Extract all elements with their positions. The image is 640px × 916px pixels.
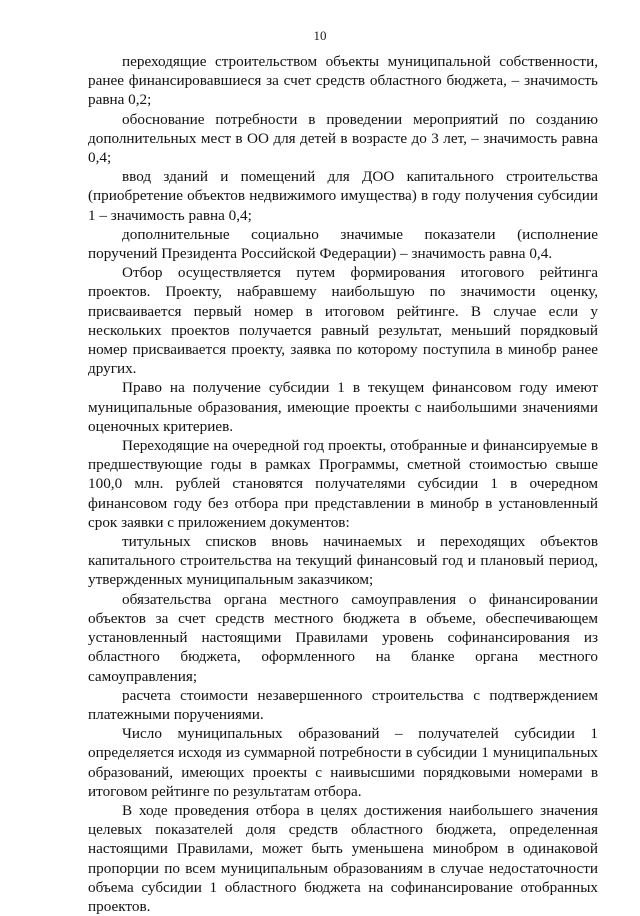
paragraph: обязательства органа местного самоуправления о финансировании объектов за счет средств местного бюджета в объеме, обеспечивающем установленный настоящими Правилами уровень софинансирования из областного бюджета, оформленного на бланке органа местного самоуправления; [88,590,598,685]
paragraph: расчета стоимости незавершенного строительства с подтверждением платежными поручениями. [88,686,598,723]
paragraph: Число муниципальных образований – получателей субсидии 1 определяется исходя из суммарной потребности в субсидии 1 муниципальных образований, имеющих проекты с наивысшими порядковыми номерами в итоговом рейтинге по результатам отбора. [88,725,598,800]
paragraph: переходящие строительством объекты муниципальной собственности, ранее финансировавшиеся за счет средств областного бюджета, – значимость равна 0,2; [88,53,598,109]
paragraph: В ходе проведения отбора в целях достижения наибольшего значения целевых показателей доля средств областного бюджета, определенная настоящими Правилами, может быть уменьшена минобром в одинаковой пропорции по всем муниципальным образованиям в случае недостаточности объема субсидии 1 областного бюджета на софинансирование отобранных проектов. [88,801,598,915]
paragraph: Переходящие на очередной год проекты, отобранные и финансируемые в предшествующие годы в рамках Программы, сметной стоимостью свыше 100,0 млн. рублей становятся получателями субсидии 1 в очередном финансовом году без отбора при представлении в минобр в установленный срок заявки с приложением документов: [88,437,598,531]
page-number: 10 [313,28,327,43]
paragraph: Отбор осуществляется путем формирования итогового рейтинга проектов. Проекту, набравшему наибольшую по значимости оценку, присваивается первый номер в итоговом рейтинге. В случае если у нескольких проектов получается равный результат, меньший порядковый номер присваивается проекту, заявка по которому поступила в минобр ранее других. [88,264,598,378]
document-body [88,52,598,916]
paragraph: Право на получение субсидии 1 в текущем финансовом году имеют муниципальные образования, имеющие проекты с наибольшими значениями оценочных критериев. [88,379,598,435]
paragraph: титульных списков вновь начинаемых и переходящих объектов капитального строительства на текущий финансовый год и плановый период, утвержденных муниципальным заказчиком; [88,533,598,589]
paragraph: обоснование потребности в проведении мероприятий по созданию дополнительных мест в ОО для детей в возрасте до 3 лет, – значимость равна 0,4; [88,110,598,167]
paragraph: ввод зданий и помещений для ДОО капитального строительства (приобретение объектов недвижимого имущества) в году получения субсидии 1 – значимость равна 0,4; [88,168,598,224]
paragraph: дополнительные социально значимые показатели (исполнение поручений Президента Российской Федерации) – значимость равна 0,4. [88,225,598,263]
